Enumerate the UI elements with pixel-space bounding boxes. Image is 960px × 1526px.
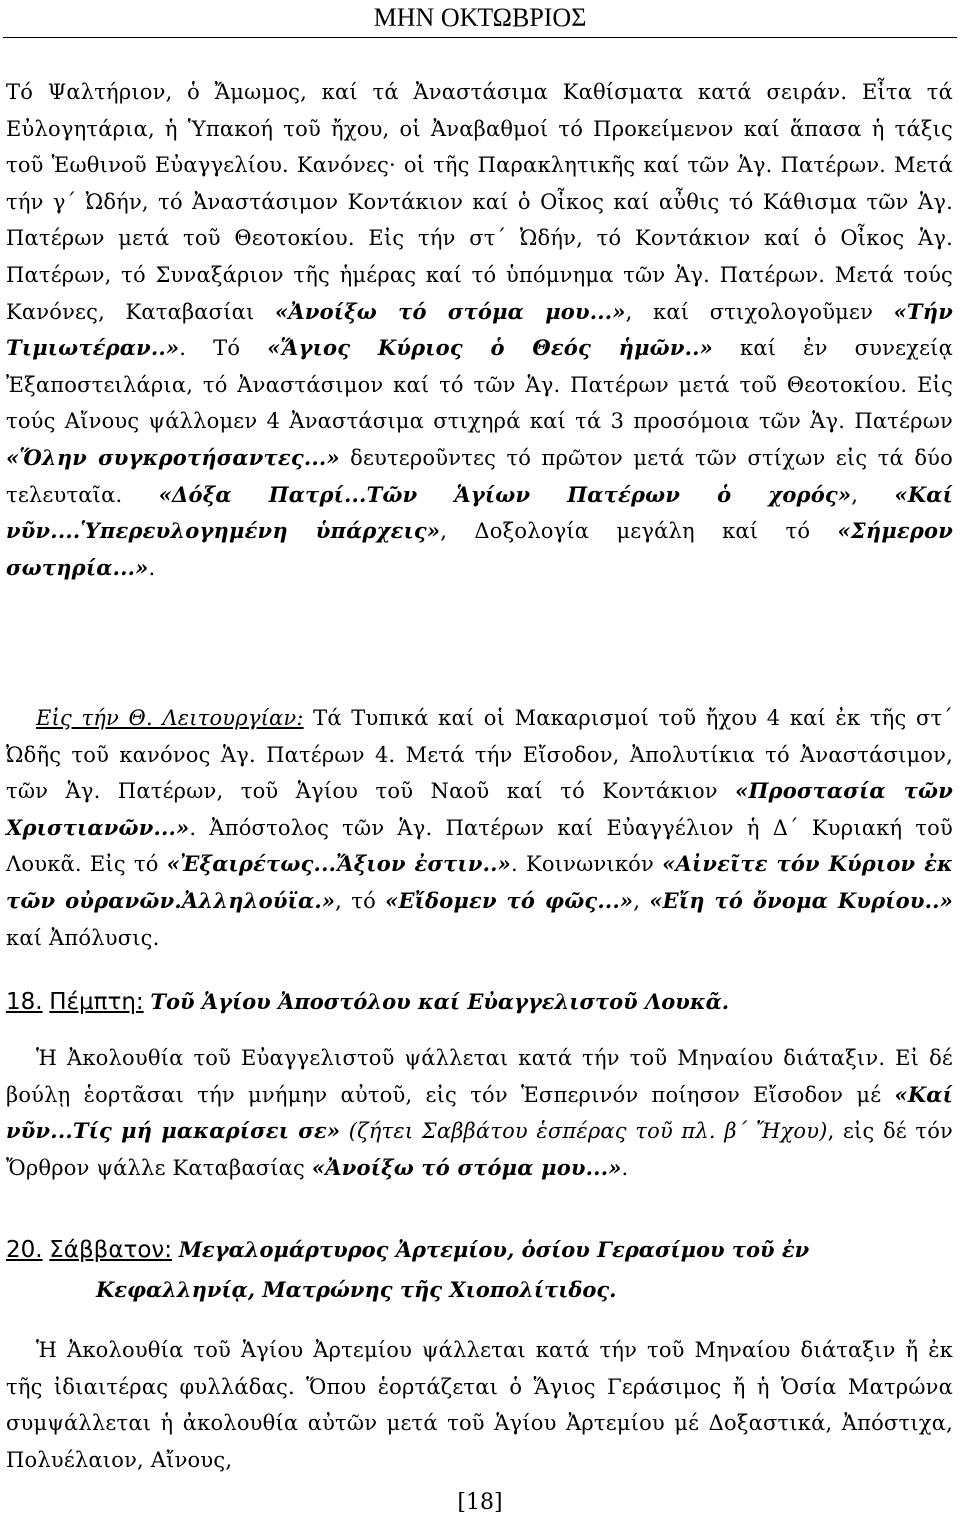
paragraph-day-18: [6, 1040, 953, 1186]
text-run-italic: (ζήτει Σαββάτου ἑσπέρας τοῦ πλ. β΄ Ἤχου): [340, 1119, 828, 1144]
header-divider: [3, 37, 957, 38]
day-name: Πέμπτη:: [49, 989, 144, 1015]
hymn-quote: «Εἴδομεν τό φῶς...»: [385, 887, 634, 913]
text-run: . Ἀπόστολος τῶν Ἁγ. Πατέρων καί Εὐαγγέλιον ἡ Δ΄ Κυριακή τοῦ Λουκᾶ. Εἰς τό: [6, 815, 953, 877]
text-run: , Δοξολογία μεγάλη καί τό: [440, 519, 838, 544]
page-title: ΜΗΝ ΟΚΤΩΒΡΙΟΣ: [373, 3, 587, 32]
paragraph-day-20: [6, 1332, 953, 1478]
text-run: δευτεροῦντες τό πρῶτον μετά τῶν στίχων εἰς τά δύο τελευταῖα.: [6, 445, 953, 507]
text-run: ,: [633, 888, 650, 913]
hymn-quote: «Ἀνοίξω τό στόμα μου...»: [311, 1154, 622, 1180]
hymn-quote: «Εἴη τό ὄνομα Κυρίου..»: [649, 887, 953, 913]
hymn-quote: «Ὅλην συγκροτήσαντες...»: [6, 444, 340, 470]
text-run: Τό Ψαλτήριον, ὁ Ἄμωμος, καί τά Ἀναστάσιμα Καθίσματα κατά σειράν. Εἶτα τά Εὐλογητάρια, ἡ Ὑπακοή τοῦ ἤχου, οἱ Ἀναβαθμοί τό Προκείμενον καί ἅπασα ἡ τάξις τοῦ Ἑωθινοῦ Εὐαγγελίου. Κανόνες· οἱ τῆς Παρακλητικῆς καί τῶν Ἁγ. Πατέρων. Μετά τήν γ΄ Ὠδήν, τό Ἀναστάσιμον Κοντάκιον καί ὁ Οἶκος καί αὖθις τό Κάθισμα τῶν Ἁγ. Πατέρων μετά τοῦ Θεοτοκίου. Εἰς τήν στ΄ Ὠδήν, τό Κοντάκιον καί ὁ Οἶκος Ἁγ. Πατέρων, τό Συναξάριον τῆς ἡμέρας καί τό ὑπόμνημα τῶν Ἁγ. Πατέρων. Μετά τούς Κανόνες, Καταβασίαι: [6, 80, 953, 324]
day-name: Σάββατον:: [49, 1237, 172, 1263]
day-number: 20.: [6, 1237, 43, 1263]
day-number: 18.: [6, 989, 43, 1015]
text-run: καί Ἀπόλυσις.: [6, 925, 160, 950]
hymn-quote: «Καί νῦν....Ὑπερευλογημένη ὑπάρχεις»: [6, 481, 953, 544]
paragraph-orthros: [6, 74, 953, 586]
hymn-quote: «Καί νῦν...Τίς μή μακαρίσει σε»: [6, 1081, 953, 1144]
hymn-quote: «Ἀνοίξω τό στόμα μου...»: [275, 298, 626, 324]
hymn-quote: «Ἐξαιρέτως...Ἄξιον ἐστιν..»: [166, 851, 511, 877]
hymn-quote: «Προστασία τῶν Χριστιανῶν...»: [6, 778, 953, 840]
hymn-quote: «Δόξα Πατρί...Τῶν Ἁγίων Πατέρων ὁ χορός»: [158, 481, 852, 507]
hymn-quote: «Αἰνεῖτε τόν Κύριον ἐκ τῶν οὐρανῶν.Ἀλληλούϊα.»: [6, 851, 953, 913]
text-run: , εἰς δέ τόν Ὄρθρον ψάλλε Καταβασίας: [6, 1119, 954, 1180]
day-heading-20: [6, 1232, 953, 1268]
day-saint: Μεγαλομάρτυρος Ἀρτεμίου, ὁσίου Γερασίμου τοῦ ἐν: [178, 1237, 810, 1262]
text-run: ,: [851, 482, 895, 507]
day-heading-18: [6, 984, 953, 1020]
hymn-quote: «Σήμερον σωτηρία...»: [6, 518, 954, 580]
day-saint: Κεφαλληνίᾳ, Ματρώνης τῆς Χιοπολίτιδος.: [96, 1277, 617, 1302]
hymn-quote: «Ἅγιος Κύριος ὁ Θεός ἡμῶν..»: [267, 335, 713, 361]
day-saint: Τοῦ Ἁγίου Ἀποστόλου καί Εὐαγγελιστοῦ Λουκᾶ.: [150, 989, 730, 1014]
text-run: , τό: [335, 888, 386, 913]
text-run: .: [148, 555, 156, 580]
hymn-quote: «Τήν Τιμιωτέραν..»: [6, 298, 953, 361]
text-run: Τά Τυπικά καί οἱ Μακαρισμοί τοῦ ἤχου 4 καί ἐκ τῆς στ΄ Ὠδῆς τοῦ κανόνος Ἁγ. Πατέρων 4. Μετά τήν Εἴσοδον, Ἀπολυτίκια τό Ἀναστάσιμον, τῶν Ἁγ. Πατέρων, τοῦ Ἁγίου τοῦ Ναοῦ καί τό Κοντάκιον: [6, 706, 953, 804]
text-run: Ἡ Ἀκολουθία τοῦ Ἁγίου Ἀρτεμίου ψάλλεται κατά τήν τοῦ Μηναίου διάταξιν ἤ ἐκ τῆς ἰδιαιτέρας φυλλάδας. Ὅπου ἑορτάζεται ὁ Ἅγιος Γεράσιμος ἤ ἡ Ὁσία Ματρώνα συμψάλλεται ἡ ἀκολουθία αὐτῶν μετά τοῦ Ἁγίου Ἀρτεμίου μέ Δοξαστικά, Ἀπόστιχα, Πολυέλαιον, Αἴνους,: [6, 1338, 953, 1472]
day-heading-20-cont: [96, 1272, 960, 1308]
text-run: . Τό: [179, 336, 268, 361]
liturgy-label: Εἰς τήν Θ. Λειτουργίαν:: [36, 706, 304, 730]
page-number: [18]: [457, 1490, 503, 1515]
paragraph-liturgy: [6, 700, 953, 956]
text-run: καί ἐν συνεχείᾳ Ἐξαποστειλάρια, τό Ἀναστάσιμον καί τό τῶν Ἁγ. Πατέρων μετά τοῦ Θεοτοκίου. Εἰς τούς Αἴνους ψάλλομεν 4 Ἀναστάσιμα στιχηρά καί τά 3 προσόμοια τῶν Ἁγ. Πατέρων: [6, 336, 953, 434]
text-run: . Κοινωνικόν: [510, 852, 663, 877]
text-run: Ἡ Ἀκολουθία τοῦ Εὐαγγελιστοῦ ψάλλεται κατά τήν τοῦ Μηναίου διάταξιν. Εἰ δέ βούλῃ ἑορτᾶσαι τήν μνήμην αὐτοῦ, εἰς τόν Ἑσπερινόν ποίησον Εἴσοδον μέ: [6, 1046, 953, 1107]
text-run: , καί στιχολογοῦμεν: [625, 299, 894, 324]
text-run: .: [621, 1155, 629, 1180]
